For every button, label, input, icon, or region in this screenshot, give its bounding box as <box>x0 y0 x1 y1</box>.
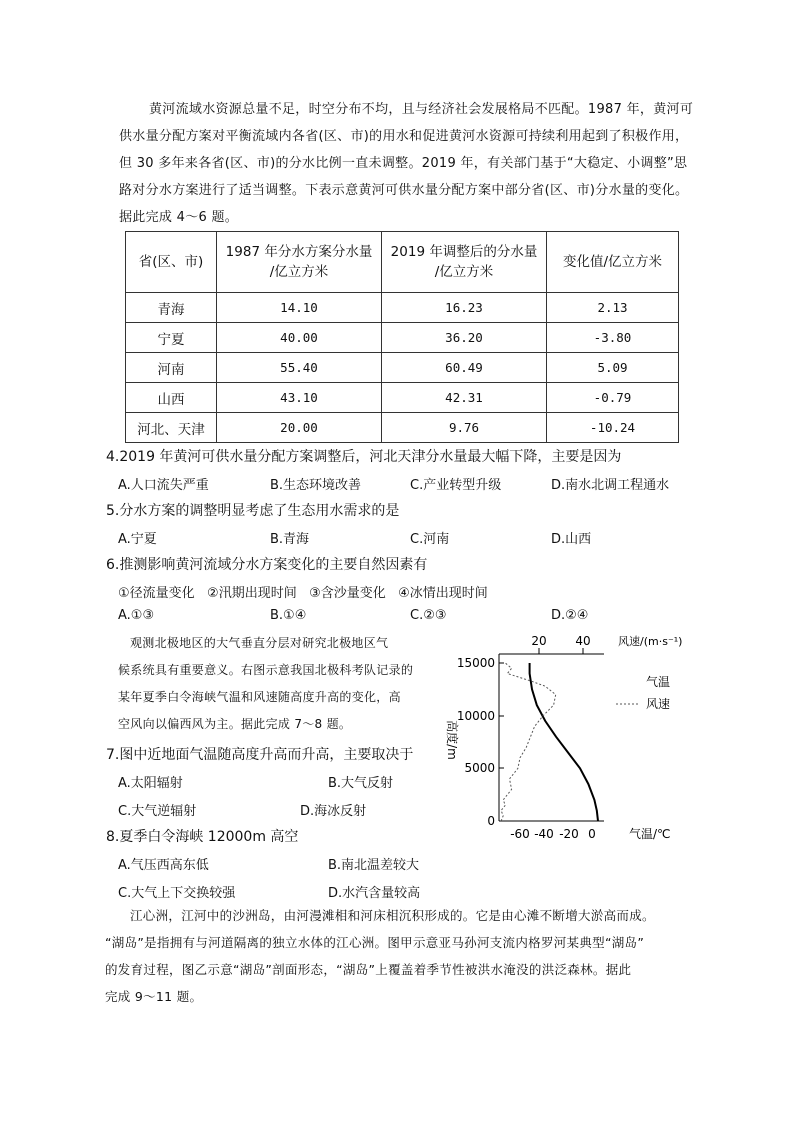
temp-wind-height-chart <box>430 628 700 850</box>
table-cell: -3.80 <box>547 323 679 353</box>
table-cell: 河北、天津 <box>126 413 217 443</box>
y-tick-label: 0 <box>487 814 495 828</box>
y-tick-label: 5000 <box>464 761 495 775</box>
q5-option-c: C.河南 <box>410 532 450 547</box>
table-cell: 青海 <box>126 293 217 323</box>
header-change: 变化值/亿立方米 <box>547 232 679 293</box>
table-cell: 宁夏 <box>126 323 217 353</box>
q7-option-a: A.太阳辐射 <box>118 776 183 791</box>
table-cell: 43.10 <box>217 383 382 413</box>
bottom-tick-label: -60 <box>510 827 530 841</box>
bottom-tick-label: 0 <box>588 827 596 841</box>
top-tick-label: 40 <box>575 634 591 648</box>
intro-paragraph-1-line1: 黄河流域水资源总量不足，时空分布不均，且与经济社会发展格局不匹配。1987 年，黄河可 <box>149 102 694 117</box>
table-cell: 36.20 <box>382 323 547 353</box>
legend-temperature: 气温 <box>646 675 671 689</box>
table-cell: 16.23 <box>382 293 547 323</box>
table-header-row <box>126 232 679 293</box>
table-cell: -0.79 <box>547 383 679 413</box>
q5-option-b: B.青海 <box>270 532 310 547</box>
intro-paragraph-1-line4: 路对分水方案进行了适当调整。下表示意黄河可供水量分配方案中部分省(区、市)分水量的变化。 <box>119 183 689 198</box>
q6-option-d: D.②④ <box>551 608 589 623</box>
table-cell: 14.10 <box>217 293 382 323</box>
temperature-series-line <box>530 663 598 821</box>
question-4-stem: 4.2019 年黄河可供水量分配方案调整后，河北天津分水量最大幅下降，主要是因为 <box>106 449 622 465</box>
intro-paragraph-1-line3: 但 30 多年来各省(区、市)的分水比例一直未调整。2019 年，有关部门基于“大稳定、小调整”思 <box>119 156 688 171</box>
table-cell: 20.00 <box>217 413 382 443</box>
q7-option-b: B.大气反射 <box>328 776 394 791</box>
q8-option-a: A.气压西高东低 <box>118 858 209 873</box>
legend-wind: 风速 <box>646 697 671 711</box>
q4-option-d: D.南水北调工程通水 <box>551 478 670 493</box>
q4-option-a: A.人口流失严重 <box>118 478 209 493</box>
table-cell: 2.13 <box>547 293 679 323</box>
question-7-stem: 7.图中近地面气温随高度升高而升高，主要取决于 <box>106 747 414 763</box>
q6-option-b: B.①④ <box>270 608 307 623</box>
table-cell: 42.31 <box>382 383 547 413</box>
table-row <box>126 413 679 443</box>
q7-option-d: D.海冰反射 <box>300 804 367 819</box>
intro-paragraph-3-line3: 的发育过程，图乙示意“湖岛”剖面形态，“湖岛”上覆盖着季节性被洪水淹没的洪泛森林。据此 <box>105 962 632 977</box>
header-1987: 1987 年分水方案分水量 /亿立方米 <box>217 232 382 293</box>
table-cell: 55.40 <box>217 353 382 383</box>
table-cell: 河南 <box>126 353 217 383</box>
y-axis-label: 高度/m <box>445 720 459 760</box>
top-tick-label: 20 <box>531 634 547 648</box>
q4-option-c: C.产业转型升级 <box>410 478 502 493</box>
table-cell: -10.24 <box>547 413 679 443</box>
water-allocation-table <box>125 231 679 443</box>
wind-speed-series-line <box>501 663 556 821</box>
bottom-tick-label: -20 <box>559 827 579 841</box>
bottom-tick-label: -40 <box>534 827 554 841</box>
question-8-stem: 8.夏季白令海峡 12000m 高空 <box>106 829 299 845</box>
top-axis-label: 风速/(m·s⁻¹) <box>618 635 683 648</box>
q8-option-b: B.南北温差较大 <box>328 858 420 873</box>
intro-paragraph-2-line2: 候系统具有重要意义。右图示意我国北极科考队记录的 <box>118 663 414 677</box>
table-cell: 5.09 <box>547 353 679 383</box>
question-5-stem: 5.分水方案的调整明显考虑了生态用水需求的是 <box>106 503 400 519</box>
table-cell: 山西 <box>126 383 217 413</box>
y-tick-label: 15000 <box>456 656 495 670</box>
header-province: 省(区、市) <box>126 232 217 293</box>
q6-option-c: C.②③ <box>410 608 447 623</box>
q5-option-a: A.宁夏 <box>118 532 157 547</box>
y-tick-label: 10000 <box>456 709 495 723</box>
table-row <box>126 353 679 383</box>
q5-option-d: D.山西 <box>551 532 592 547</box>
q8-option-c: C.大气上下交换较强 <box>118 886 236 901</box>
q6-items: ①径流量变化 ②汛期出现时间 ③含沙量变化 ④冰情出现时间 <box>118 586 488 601</box>
header-2019: 2019 年调整后的分水量 /亿立方米 <box>382 232 547 293</box>
intro-paragraph-1-line2: 供水量分配方案对平衡流域内各省(区、市)的用水和促进黄河水资源可持续利用起到了积极作用， <box>119 129 689 144</box>
intro-paragraph-2-line4: 空风向以偏西风为主。据此完成 7～8 题。 <box>118 717 352 731</box>
table-row <box>126 383 679 413</box>
intro-paragraph-1-line5: 据此完成 4～6 题。 <box>119 210 239 225</box>
intro-paragraph-3-line1: 江心洲，江河中的沙洲岛，由河漫滩相和河床相沉积形成的。它是由心滩不断增大淤高而成。 <box>130 908 655 923</box>
table-cell: 40.00 <box>217 323 382 353</box>
q4-option-b: B.生态环境改善 <box>270 478 362 493</box>
q7-option-c: C.大气逆辐射 <box>118 804 197 819</box>
q8-option-d: D.水汽含量较高 <box>328 886 421 901</box>
table-row <box>126 293 679 323</box>
q6-option-a: A.①③ <box>118 608 155 623</box>
intro-paragraph-3-line4: 完成 9～11 题。 <box>105 989 203 1004</box>
question-6-stem: 6.推测影响黄河流域分水方案变化的主要自然因素有 <box>106 557 428 573</box>
table-cell: 9.76 <box>382 413 547 443</box>
bottom-axis-label: 气温/℃ <box>629 827 671 841</box>
intro-paragraph-2-line1: 观测北极地区的大气垂直分层对研究北极地区气 <box>130 636 389 650</box>
intro-paragraph-2-line3: 某年夏季白令海峡气温和风速随高度升高的变化，高 <box>118 690 401 704</box>
table-cell: 60.49 <box>382 353 547 383</box>
intro-paragraph-3-line2: “湖岛”是指拥有与河道隔离的独立水体的江心洲。图甲示意亚马孙河支流内格罗河某典型“湖岛” <box>105 935 645 950</box>
table-row <box>126 323 679 353</box>
